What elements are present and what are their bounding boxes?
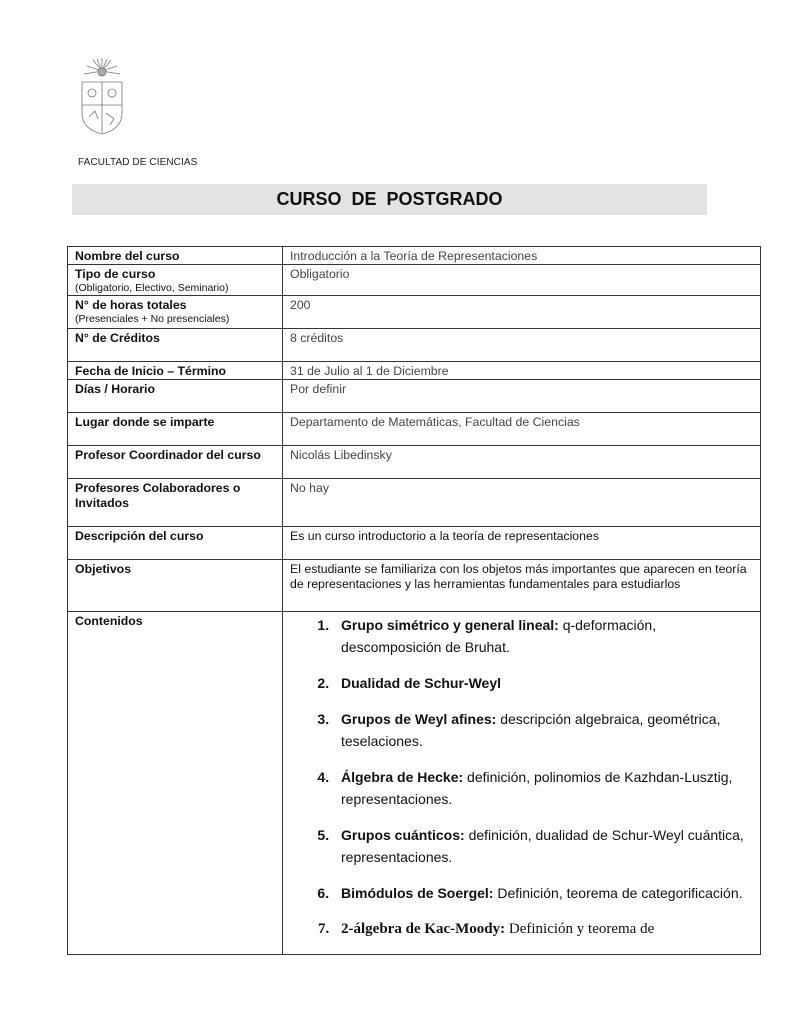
contents-item-title: Álgebra de Hecke: <box>341 769 464 785</box>
label-nombre: Nombre del curso <box>68 247 283 265</box>
value-coordinador: Nicolás Libedinsky <box>283 446 761 479</box>
label-horas <box>68 296 283 329</box>
value-colaboradores: No hay <box>283 479 761 527</box>
row-descripcion <box>68 527 761 560</box>
university-crest-icon <box>78 55 126 135</box>
course-info-table <box>67 246 761 955</box>
contents-item <box>333 824 753 868</box>
value-objetivos: El estudiante se familiariza con los objetos más importantes que aparecen en teoría de representaciones y las herramientas fundamentales para estudiarlos <box>283 560 761 612</box>
row-tipo <box>68 265 761 296</box>
contents-item <box>333 918 753 940</box>
contents-item-title: Bimódulos de Soergel: <box>341 885 494 901</box>
label-horas-text: N° de horas totales <box>75 298 187 312</box>
row-objetivos <box>68 560 761 612</box>
row-coordinador <box>68 446 761 479</box>
label-descripcion: Descripción del curso <box>68 527 283 560</box>
value-horas: 200 <box>283 296 761 329</box>
value-contenidos <box>283 612 761 955</box>
contents-item-text: descripción algebraica, geométrica, teselaciones. <box>341 711 721 749</box>
contents-item-title: Dualidad de Schur-Weyl <box>341 675 501 691</box>
row-lugar <box>68 413 761 446</box>
label-horario: Días / Horario <box>68 380 283 413</box>
row-horas <box>68 296 761 329</box>
label-fecha: Fecha de Inicio – Término <box>68 362 283 380</box>
row-contenidos <box>68 612 761 955</box>
contents-item-title: Grupo simétrico y general lineal: <box>341 617 559 633</box>
contents-item <box>333 882 753 904</box>
contents-item-title: 2-álgebra de Kac-Moody: <box>341 921 506 937</box>
contents-item <box>333 614 753 658</box>
contents-list <box>290 614 753 940</box>
label-objetivos: Objetivos <box>68 560 283 612</box>
value-creditos: 8 créditos <box>283 329 761 362</box>
value-lugar: Departamento de Matemáticas, Facultad de Ciencias <box>283 413 761 446</box>
row-nombre <box>68 247 761 265</box>
row-horario <box>68 380 761 413</box>
row-fecha <box>68 362 761 380</box>
contents-item-text: Definición y teorema de <box>505 921 655 937</box>
contents-item-text: Definición, teorema de categorificación. <box>493 885 743 901</box>
value-fecha: 31 de Julio al 1 de Diciembre <box>283 362 761 380</box>
label-tipo-sub: (Obligatorio, Electivo, Seminario) <box>75 282 229 294</box>
contents-item-title: Grupos de Weyl afines: <box>341 711 497 727</box>
faculty-name: FACULTAD DE CIENCIAS <box>78 157 198 168</box>
label-contenidos: Contenidos <box>68 612 283 955</box>
contents-item-text: definición, polinomios de Kazhdan-Lusztig, representaciones. <box>341 769 733 807</box>
row-colaboradores <box>68 479 761 527</box>
contents-item-text: q-deformación, descomposición de Bruhat. <box>341 617 657 655</box>
label-coordinador: Profesor Coordinador del curso <box>68 446 283 479</box>
value-tipo: Obligatorio <box>283 265 761 296</box>
label-tipo <box>68 265 283 296</box>
label-lugar: Lugar donde se imparte <box>68 413 283 446</box>
label-horas-sub: (Presenciales + No presenciales) <box>75 313 230 325</box>
contents-item <box>333 766 753 810</box>
value-nombre: Introducción a la Teoría de Representaciones <box>283 247 761 265</box>
row-creditos <box>68 329 761 362</box>
value-horario: Por definir <box>283 380 761 413</box>
contents-item-title: Grupos cuánticos: <box>341 827 465 843</box>
label-tipo-text: Tipo de curso <box>75 267 156 281</box>
title-banner <box>72 184 707 215</box>
contents-item-text: definición, dualidad de Schur-Weyl cuántica, representaciones. <box>341 827 744 865</box>
value-descripcion: Es un curso introductorio a la teoría de representaciones <box>283 527 761 560</box>
label-creditos: N° de Créditos <box>68 329 283 362</box>
contents-item <box>333 708 753 752</box>
page-title: CURSO DE POSTGRADO <box>276 189 503 209</box>
contents-item <box>333 672 753 694</box>
label-colaboradores: Profesores Colaboradores o Invitados <box>68 479 283 527</box>
